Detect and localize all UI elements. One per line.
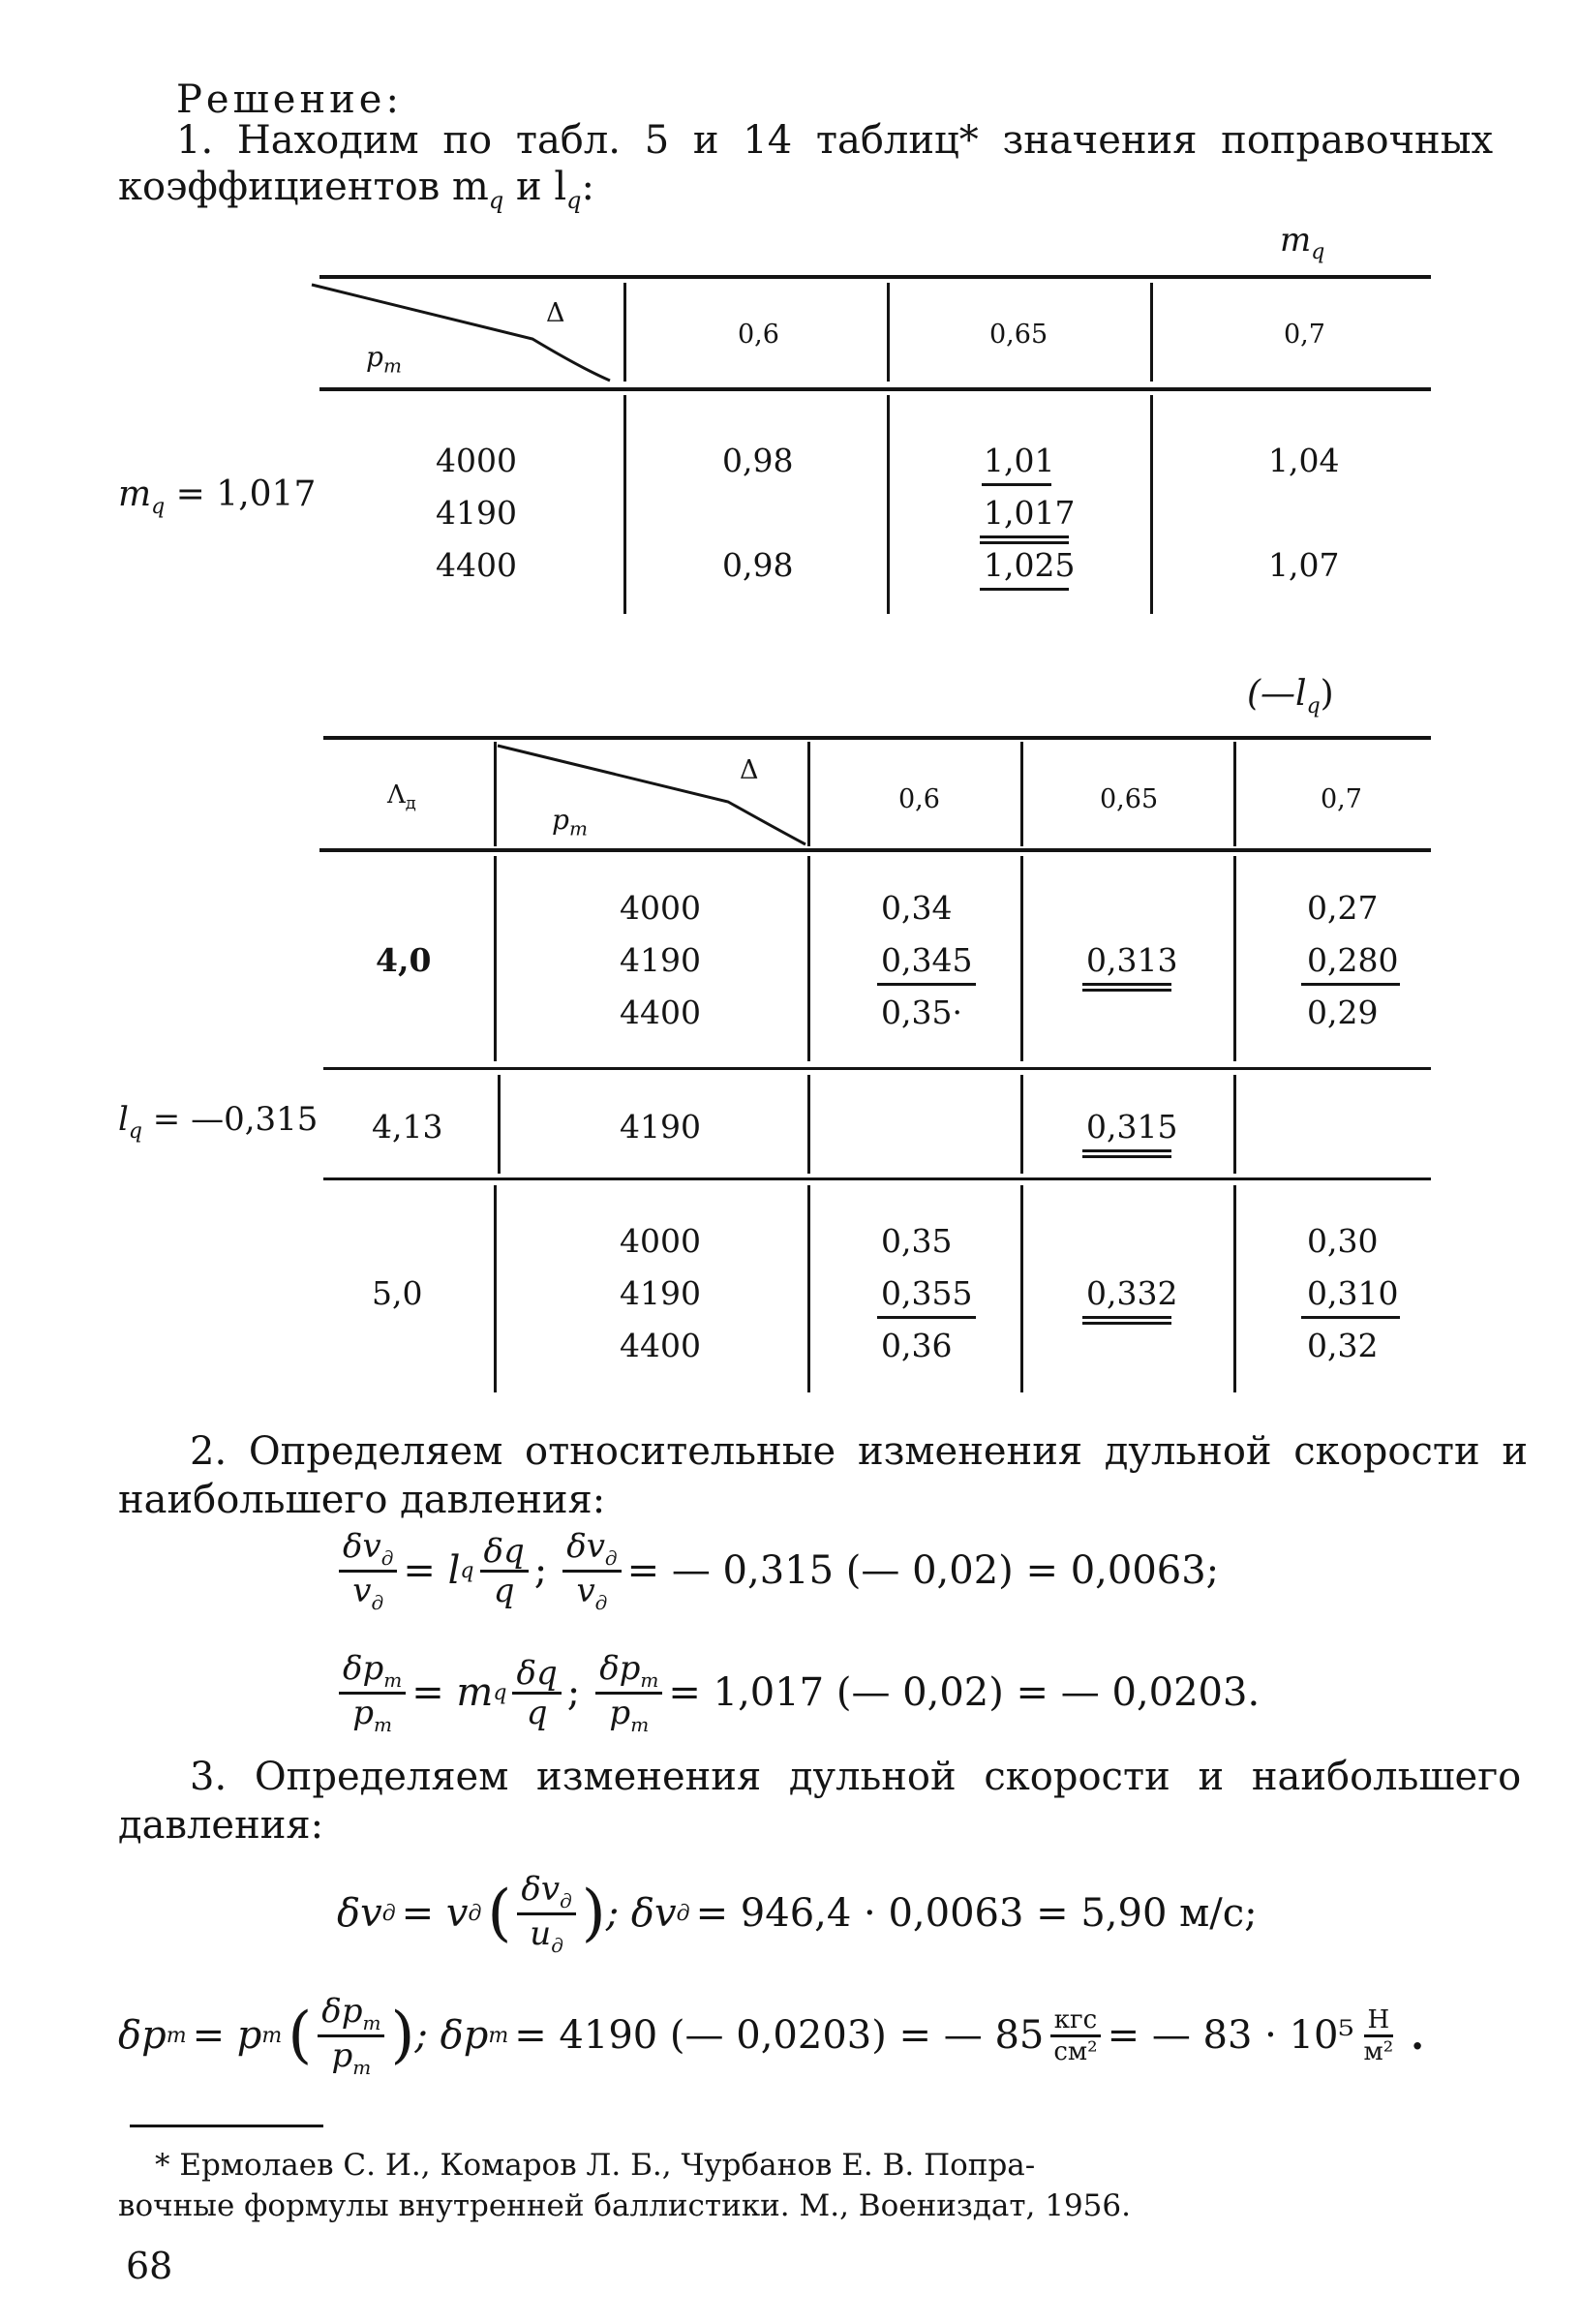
table-mq-pm-2: 4190 [436,494,517,532]
step2-equation-1: $\frac{\delta v_д}{v_д}$ = l q $\frac{\delta q}{q}$ ; $\frac{\delta v_д}{v_д}$ = — 0,315 (— 0,02) = 0,0063; [333,1530,1219,1612]
table-lq-col-header-3: 0,7 [1321,784,1362,814]
table-lq-g3-pm-2: 4190 [620,1274,701,1312]
step3-line1: 3. Определяем изменения дульной скорости и наибольшего [190,1755,1522,1799]
table-lq-g1-pm-1: 4000 [620,889,701,927]
table-mq-cell-1-2: 1,01 [984,442,1055,479]
table-mq-cell-3-1: 0,98 [722,546,794,584]
table-mq-cell-1-1: 0,98 [722,442,794,479]
table-lq-g1-c2: 0,313 [1086,941,1178,979]
table-mq-col-header-1: 0,6 [738,320,779,350]
table-mq-corner-diagonal [310,281,629,387]
step3-equation-1: δv д = v д ( $\frac{\delta v_д}{u_д}$ ) ; δv д = 946,4 · 0,0063 = 5,90 м/с; [337,1870,1258,1957]
table-lq-g3-pm-1: 4000 [620,1222,701,1260]
table-lq-g3-c1-2: 0,355 [881,1274,973,1312]
table-lq-g1-c3-2: 0,280 [1307,941,1399,979]
table-lq-lambda-3: 5,0 [372,1274,423,1312]
table-lq-g1-c3-3: 0,29 [1307,994,1379,1031]
table-lq-g1-c3-1: 0,27 [1307,889,1379,927]
table-lq-g3-c1-3: 0,36 [881,1327,953,1364]
table-lq-g3-c2: 0,332 [1086,1274,1178,1312]
table-lq-corner-diagonal [496,742,811,850]
table-lq-side-label: $l_q$ = —0,315 [118,1100,319,1144]
page-number: 68 [126,2245,173,2287]
step2-equation-2: $\frac{\delta p_m}{p_m}$ = m q $\frac{\delta q}{q}$ ; $\frac{\delta p_m}{p_m}$ = 1,017 (— 0,02) = — 0,0203. [333,1652,1260,1734]
table-lq-corner-pm: $p_m$ [552,804,588,841]
footnote-line1: * Ермолаев С. И., Комаров Л. Б., Чурбанов Е. В. Попра- [155,2148,1036,2183]
table-lq-g1-pm-2: 4190 [620,941,701,979]
table-mq-corner-pm: $p_m$ [366,341,402,378]
table-lq-g1-c1-1: 0,34 [881,889,953,927]
table-lq-lambda-header: $\Lambda_д$ [387,780,416,814]
table-lq-g3-c3-1: 0,30 [1307,1222,1379,1260]
table-lq-g3-c3-3: 0,32 [1307,1327,1379,1364]
table-lq-col-header-2: 0,65 [1100,784,1159,814]
step2-line1: 2. Определяем относительные изменения дульной скорости и [190,1429,1529,1474]
table-mq-pm-1: 4000 [436,442,517,479]
table-mq-caption: $m_q$ [1280,221,1325,264]
footnote-line2: вочные формулы внутренней баллистики. М., Воениздат, 1956. [118,2188,1131,2223]
table-mq-cell-1-3: 1,04 [1268,442,1340,479]
table-mq-side-label: $m_q = 1,017$ [118,474,317,520]
table-lq-g1-c1-2: 0,345 [881,941,973,979]
table-lq-g3-pm-3: 4400 [620,1327,701,1364]
table-mq-col-header-3: 0,7 [1284,320,1325,350]
table-mq-cell-2-2: 1,017 [984,494,1076,532]
step2-line2: наибольшего давления: [118,1478,606,1522]
table-lq-caption: $(—l_q)$ [1247,674,1334,719]
step1-line1: 1. Находим по табл. 5 и 14 таблиц* значения поправочных [176,118,1494,163]
table-mq-cell-3-2: 1,025 [984,546,1076,584]
solution-heading: Решение: [176,77,403,122]
step3-equation-2: δp m = p m ( $\frac{\delta p_m}{p_m}$ ) ; δp m = 4190 (— 0,0203) = — 85 $\frac{\text{кгс}}{\text{см²}}$ = — 83 · 10⁵ $\frac{Н}{\text{м²}}$ . [118,1992,1425,2079]
step1-line2: коэффициентов $m_q$ и $l_q$: [118,165,594,214]
table-mq-col-header-2: 0,65 [989,320,1048,350]
table-lq-g3-c1-1: 0,35 [881,1222,953,1260]
table-lq-g2-pm-1: 4190 [620,1108,701,1146]
table-lq-g2-c2: 0,315 [1086,1108,1178,1146]
table-lq-g3-c3-2: 0,310 [1307,1274,1399,1312]
table-lq-col-header-1: 0,6 [898,784,940,814]
table-mq-cell-3-3: 1,07 [1268,546,1340,584]
table-lq-g1-c1-3: 0,35· [881,994,962,1031]
table-mq-corner-delta: Δ [546,298,565,328]
table-lq-lambda-1: 4,0 [376,941,432,979]
table-lq-corner-delta: Δ [740,755,759,785]
step3-line2: давления: [118,1803,324,1848]
table-mq-pm-3: 4400 [436,546,517,584]
table-lq-g1-pm-3: 4400 [620,994,701,1031]
footnote-rule [130,2125,323,2127]
table-lq-lambda-2: 4,13 [372,1108,443,1146]
